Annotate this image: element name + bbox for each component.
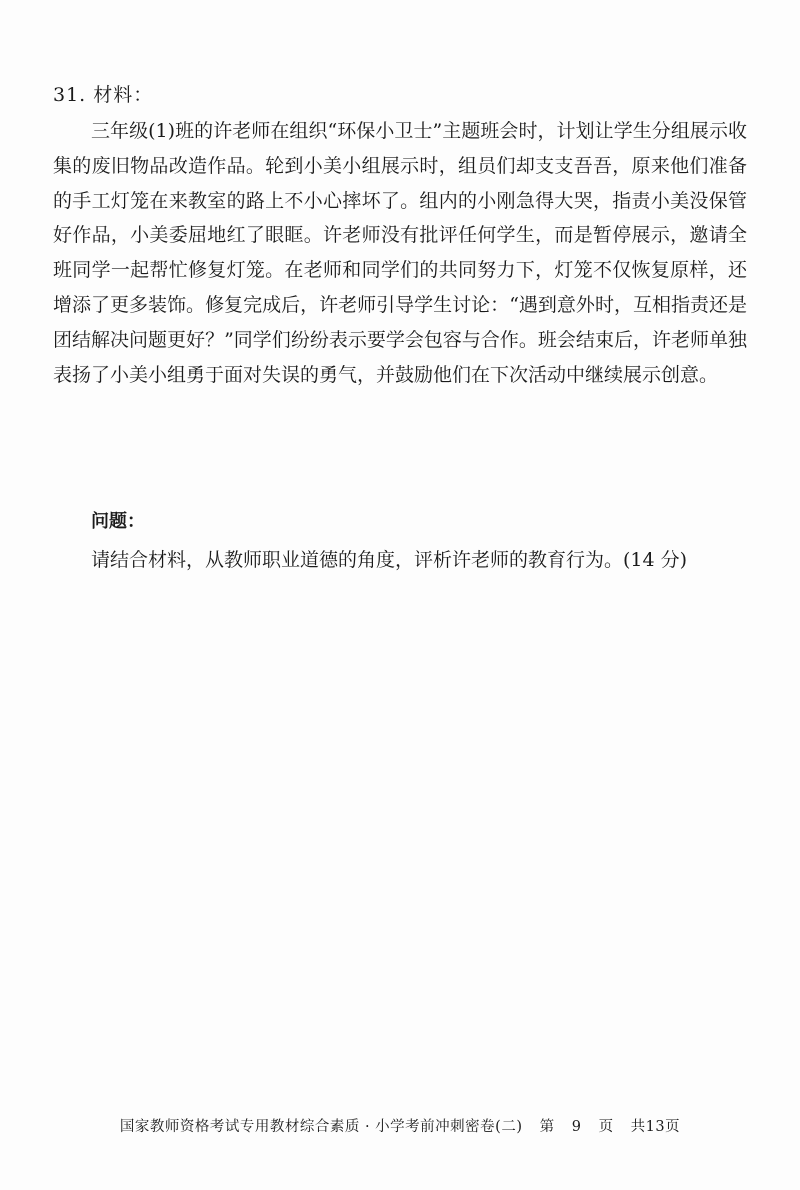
question-prompt: 请结合材料，从教师职业道德的角度，评析许老师的教育行为。(14 分) (91, 549, 688, 571)
footer-page-suffix: 页 (598, 1119, 614, 1135)
question-number: 31. 材料： (53, 84, 154, 106)
page-footer (0, 1115, 800, 1136)
material-paragraph: 三年级(1)班的许老师在组织“环保小卫士”主题班会时，计划让学生分组展示收集的废旧物品改造作品。轮到小美小组展示时，组员们却支支吾吾，原来他们准备的手工灯笼在来教室的路上不小心摔坏了。组内的小刚急得大哭，指责小美没保管好作品，小美委屈地红了眼眶。许老师没有批评任何学生，而是暂停展示，邀请全班同学一起帮忙修复灯笼。在老师和同学们的共同努力下，灯笼不仅恢复原样，还增添了更多装饰。修复完成后，许老师引导学生讨论：“遇到意外时，互相指责还是团结解决问题更好？”同学们纷纷表示要学会包容与合作。班会结束后，许老师单独表扬了小美小组勇于面对失误的勇气，并鼓励他们在下次活动中继续展示创意。 (53, 120, 747, 386)
footer-page-number: 9 (571, 1119, 582, 1135)
footer-total-pages: 共13页 (630, 1119, 681, 1135)
question-label: 问题： (91, 511, 145, 532)
footer-book-title: 国家教师资格考试专用教材综合素质 · 小学考前冲刺密卷(二) (119, 1119, 523, 1135)
footer-page-prefix: 第 (539, 1119, 555, 1135)
